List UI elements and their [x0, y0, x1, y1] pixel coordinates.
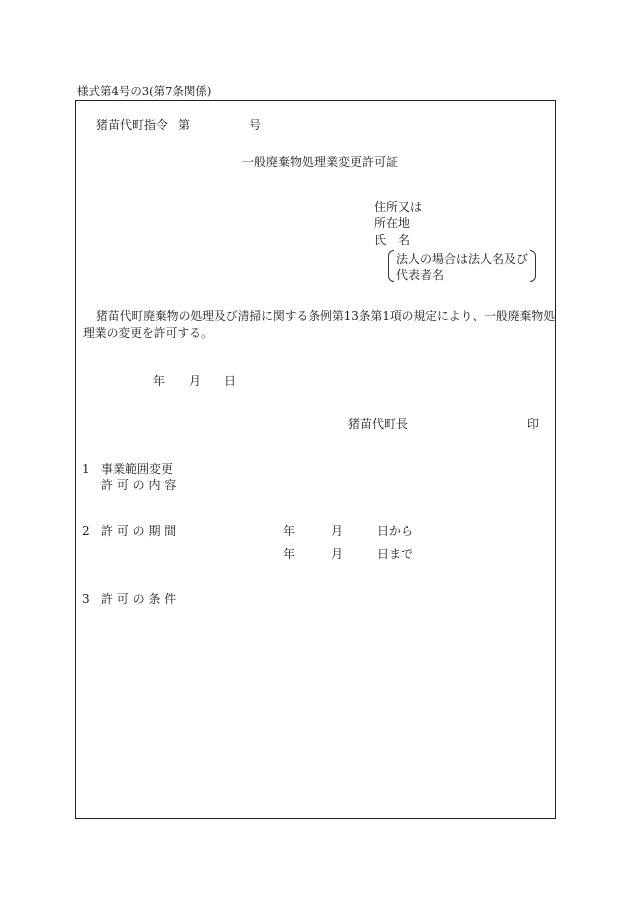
item2-label: 許 可 の 期 間	[101, 524, 177, 538]
gou-label: 号	[249, 118, 262, 132]
dai-label: 第	[178, 118, 191, 132]
right-paren-icon	[530, 250, 536, 282]
period-from-year: 年	[283, 524, 296, 538]
address-label-line1: 住所又は	[374, 200, 423, 214]
date-day: 日	[224, 374, 237, 388]
form-number-label: 様式第4号の3(第7条関係)	[77, 84, 212, 98]
seal-mark: 印	[527, 417, 540, 431]
period-to-month: 月	[331, 547, 344, 561]
item3-label: 許 可 の 条 件	[101, 592, 177, 606]
item1-number: 1	[82, 462, 90, 476]
name-label: 氏 名	[374, 233, 411, 247]
period-from-month: 月	[331, 524, 344, 538]
item1-label-line1: 事業範囲変更	[101, 462, 174, 476]
document-frame	[75, 100, 556, 819]
period-to-year: 年	[283, 547, 296, 561]
date-month: 月	[189, 374, 202, 388]
body-text-line1: 猪苗代町廃棄物の処理及び清掃に関する条例第13条第1項の規定により、一般廃棄物処	[96, 309, 556, 323]
item2-number: 2	[82, 524, 90, 538]
corp-note-line1: 法人の場合は法人名及び	[396, 252, 529, 266]
document-title: 一般廃棄物処理業変更許可証	[242, 155, 399, 169]
address-label-line2: 所在地	[374, 216, 411, 230]
corp-note-line2: 代表者名	[396, 268, 445, 282]
item1-label-line2: 許 可 の 内 容	[101, 478, 177, 492]
left-paren-icon	[388, 250, 394, 282]
body-text-line2: 理業の変更を許可する。	[83, 326, 213, 340]
period-from-day: 日から	[377, 524, 414, 538]
date-year: 年	[153, 374, 166, 388]
item3-number: 3	[82, 592, 90, 606]
issuer-label: 猪苗代町指令	[96, 118, 169, 132]
period-to-day: 日まで	[377, 547, 414, 561]
mayor-title: 猪苗代町長	[348, 417, 409, 431]
